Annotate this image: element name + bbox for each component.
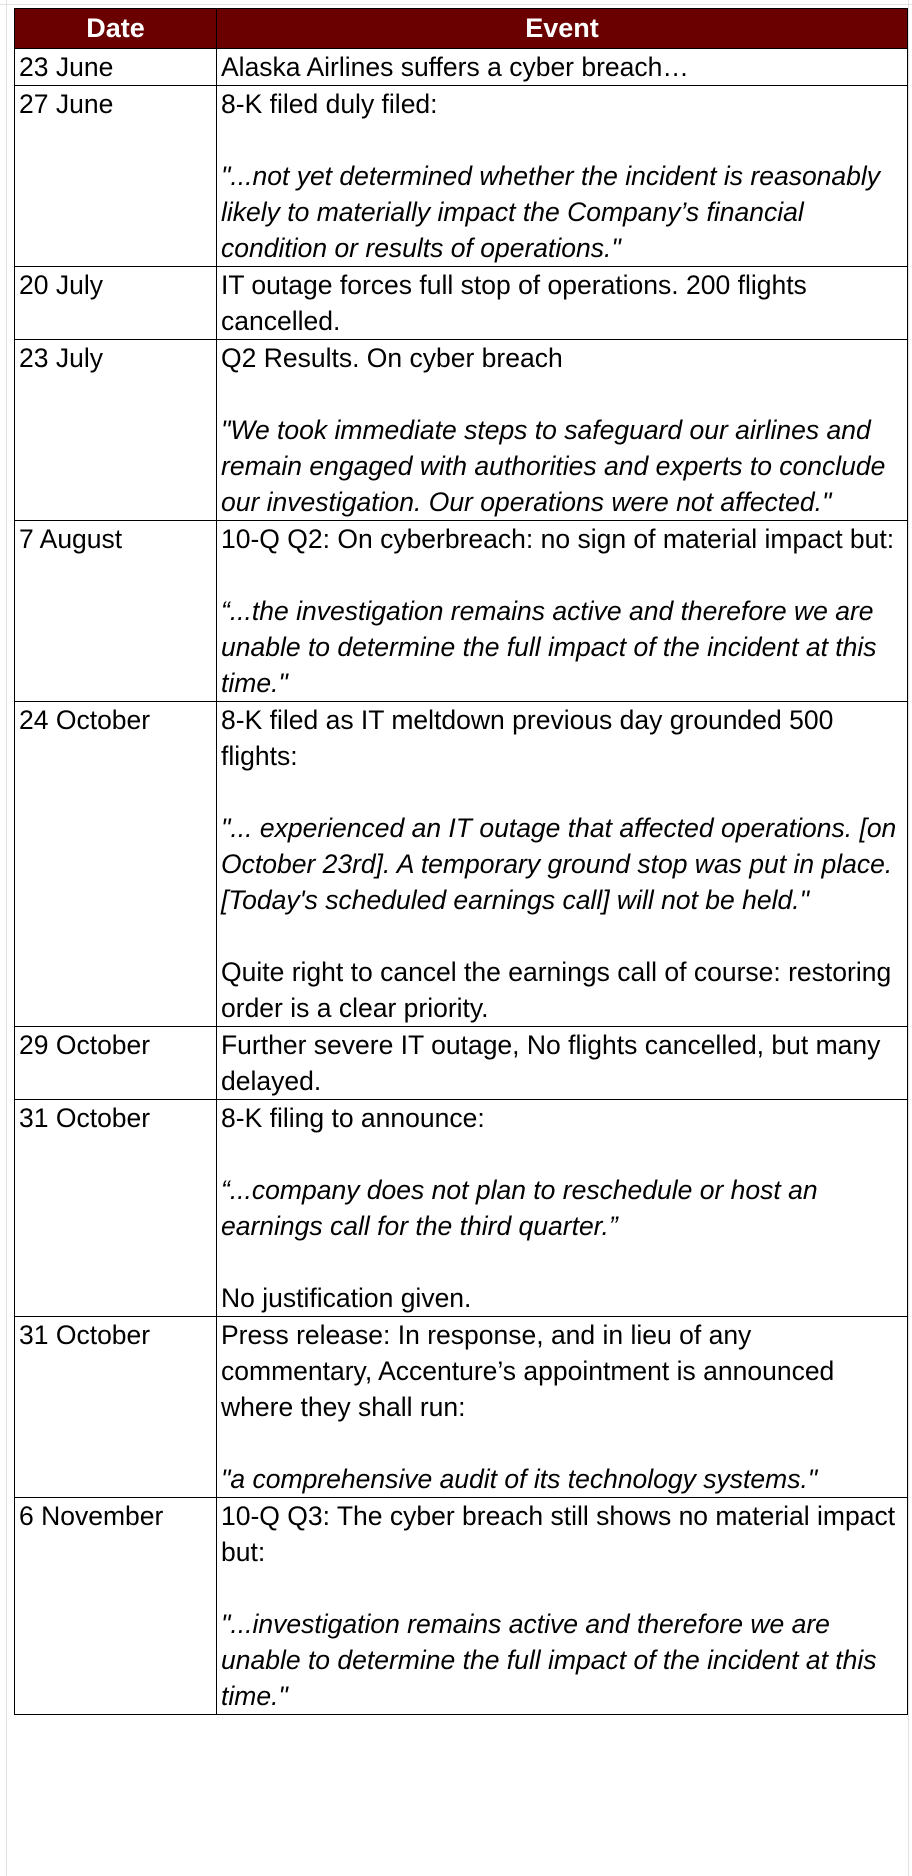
event-column-header[interactable]: Event bbox=[217, 9, 908, 49]
date-cell[interactable]: 7 August bbox=[15, 521, 217, 702]
date-column-header[interactable]: Date bbox=[15, 9, 217, 49]
event-quote: "...not yet determined whether the incident is reasonably likely to materially impact the Company’s financial condition or results of operations." bbox=[221, 161, 888, 263]
date-cell[interactable]: 31 October bbox=[15, 1100, 217, 1317]
event-cell[interactable] bbox=[217, 86, 908, 267]
table-row bbox=[15, 1317, 908, 1498]
event-cell[interactable] bbox=[217, 1100, 908, 1317]
event-text: IT outage forces full stop of operations. 200 flights cancelled. bbox=[221, 270, 815, 336]
event-text: Further severe IT outage, No flights cancelled, but many delayed. bbox=[221, 1030, 888, 1096]
event-cell[interactable] bbox=[217, 49, 908, 86]
event-quote: "a comprehensive audit of its technology systems." bbox=[221, 1464, 818, 1494]
table-row bbox=[15, 49, 908, 86]
sheet-gridline bbox=[6, 0, 7, 1876]
timeline-table bbox=[14, 8, 908, 1715]
event-text: Q2 Results. On cyber breach bbox=[221, 343, 563, 373]
table-row bbox=[15, 1100, 908, 1317]
event-cell[interactable] bbox=[217, 340, 908, 521]
event-text: 10-Q Q2: On cyberbreach: no sign of material impact but: bbox=[221, 524, 895, 554]
event-quote: "... experienced an IT outage that affected operations. [on October 23rd]. A temporary ground stop was put in place. [Today's scheduled earnings call] will not be held." bbox=[221, 813, 904, 915]
date-cell[interactable]: 20 July bbox=[15, 267, 217, 340]
event-cell[interactable] bbox=[217, 1498, 908, 1715]
table-row bbox=[15, 1498, 908, 1715]
event-quote: “...company does not plan to reschedule or host an earnings call for the third quarter.” bbox=[221, 1175, 825, 1241]
event-text: Alaska Airlines suffers a cyber breach… bbox=[221, 52, 689, 82]
date-cell[interactable]: 24 October bbox=[15, 702, 217, 1027]
event-text: 8-K filing to announce: bbox=[221, 1103, 485, 1133]
date-cell[interactable]: 31 October bbox=[15, 1317, 217, 1498]
table-row bbox=[15, 340, 908, 521]
event-cell[interactable] bbox=[217, 1317, 908, 1498]
event-quote: “...the investigation remains active and therefore we are unable to determine the full impact of the incident at this time." bbox=[221, 596, 884, 698]
date-cell[interactable]: 29 October bbox=[15, 1027, 217, 1100]
event-text: Quite right to cancel the earnings call of course: restoring order is a clear priority. bbox=[221, 957, 899, 1023]
table-row bbox=[15, 267, 908, 340]
header-row bbox=[15, 9, 908, 49]
event-text: 8-K filed duly filed: bbox=[221, 89, 438, 119]
date-cell[interactable]: 23 June bbox=[15, 49, 217, 86]
event-text: 8-K filed as IT meltdown previous day grounded 500 flights: bbox=[221, 705, 841, 771]
event-quote: "...investigation remains active and therefore we are unable to determine the full impact of the incident at this time." bbox=[221, 1609, 884, 1711]
event-text: Press release: In response, and in lieu of any commentary, Accenture’s appointment is announced where they shall run: bbox=[221, 1320, 842, 1422]
timeline-body bbox=[15, 49, 908, 1715]
event-cell[interactable] bbox=[217, 267, 908, 340]
date-cell[interactable]: 27 June bbox=[15, 86, 217, 267]
date-cell[interactable]: 23 July bbox=[15, 340, 217, 521]
event-cell[interactable] bbox=[217, 702, 908, 1027]
sheet-gridline bbox=[908, 0, 909, 1876]
table-row bbox=[15, 521, 908, 702]
date-cell[interactable]: 6 November bbox=[15, 1498, 217, 1715]
event-text: 10-Q Q3: The cyber breach still shows no material impact but: bbox=[221, 1501, 903, 1567]
event-quote: "We took immediate steps to safeguard our airlines and remain engaged with authorities and experts to conclude our investigation. Our operations were not affected." bbox=[221, 415, 893, 517]
event-cell[interactable] bbox=[217, 521, 908, 702]
event-text: No justification given. bbox=[221, 1283, 472, 1313]
table-row bbox=[15, 1027, 908, 1100]
table-row bbox=[15, 86, 908, 267]
event-cell[interactable] bbox=[217, 1027, 908, 1100]
table-row bbox=[15, 702, 908, 1027]
sheet-gridline bbox=[0, 4, 912, 5]
